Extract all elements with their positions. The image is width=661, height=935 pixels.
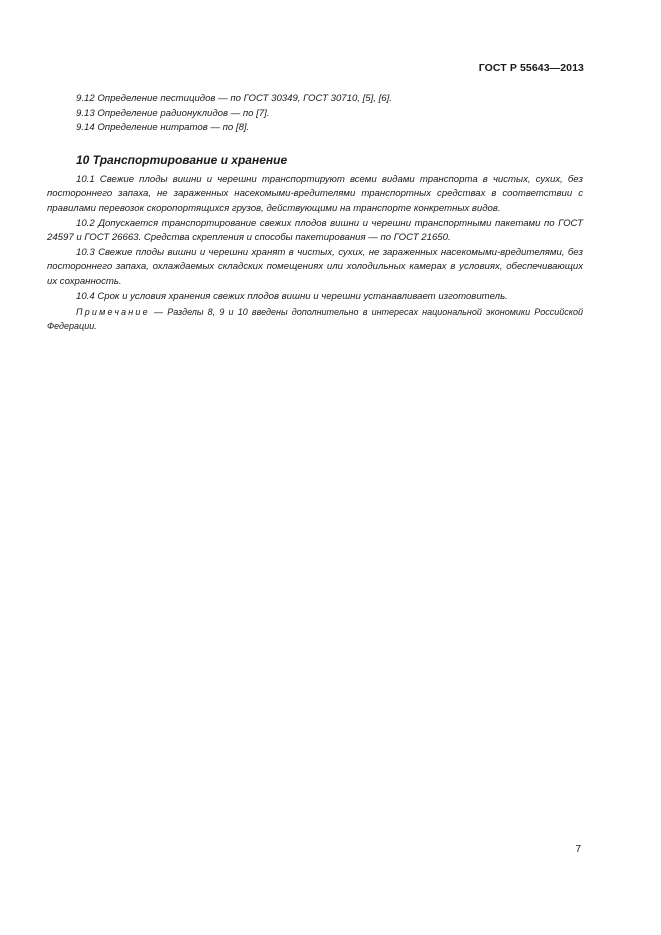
note-text: — Разделы 8, 9 и 10 введены дополнительно в интересах национальной экономики Российской Федерации. <box>47 307 583 331</box>
clause-10-3: 10.3 Свежие плоды вишни и черешни хранят в чистых, сухих, не зараженных насекомыми-вредителями, без постороннего запаха, охлаждаемых складских помещениях или холодильных камерах в условиях, обеспечивающих их сохранность. <box>47 246 583 287</box>
clause-9-12: 9.12 Определение пестицидов — по ГОСТ 30349, ГОСТ 30710, [5], [6]. <box>76 93 392 104</box>
document-body <box>47 92 583 342</box>
clause-10-2: 10.2 Допускается транспортирование свежих плодов вишни и черешни транспортными пакетами по ГОСТ 24597 и ГОСТ 26663. Средства скрепления и способы пакетирования — по ГОСТ 21650. <box>47 217 583 244</box>
clause-10-4: 10.4 Срок и условия хранения свежих плодов вишни и черешни устанавливает изготовитель. <box>76 290 508 302</box>
document-code-header: ГОСТ Р 55643—2013 <box>478 62 584 74</box>
clause-9-14: 9.14 Определение нитратов — по [8]. <box>76 122 250 134</box>
note <box>47 306 583 333</box>
section-title: 10 Транспортирование и хранение <box>76 152 288 167</box>
page-number: 7 <box>575 844 581 855</box>
clause-9-13: 9.13 Определение радионуклидов — по [7]. <box>76 107 270 119</box>
clause-10-1: 10.1 Свежие плоды вишни и черешни транспортируют всеми видами транспорта в чистых, сухих, без постороннего запаха, не зараженных насекомыми-вредителями транспортных средствах в соответствии с правилами перевозок скоропортящихся грузов, действующими на транспорте конкретных видов. <box>47 173 583 214</box>
note-label: Примечание <box>76 307 150 318</box>
